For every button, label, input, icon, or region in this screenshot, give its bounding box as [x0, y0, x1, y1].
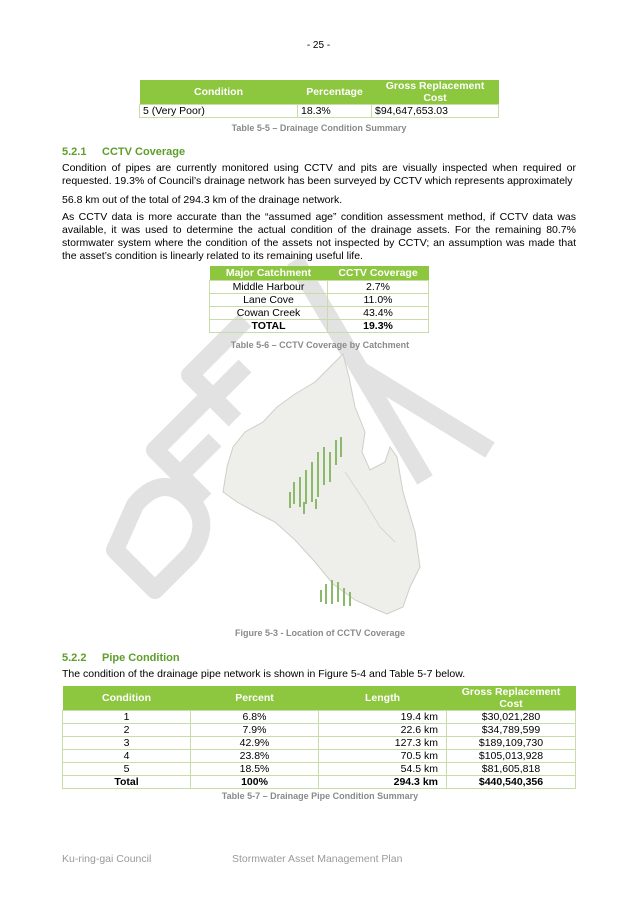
table-5-5	[139, 80, 499, 118]
table-header: Percentage	[298, 80, 372, 105]
section-title: Pipe Condition	[102, 652, 180, 664]
table-cell: 23.8%	[191, 750, 319, 763]
table-cell: 5	[63, 763, 191, 776]
table-row	[63, 763, 576, 776]
page-number: - 25 -	[306, 40, 331, 51]
table-cell: 19.3%	[328, 320, 429, 333]
table-cell: 54.5 km	[319, 763, 447, 776]
paragraph: As CCTV data is more accurate than the “assumed age” condition assessment method, if CCTV data was available, it was used to determine the actual condition of the drainage assets. For the remaining 80.7% stormwater system where the condition of the assets not inspected by CCTV; an assumption was made that the asset’s condition is linearly related to its remaining useful life.	[62, 211, 576, 262]
table-cell: $81,605,818	[447, 763, 576, 776]
table-header: Gross Replacement Cost	[447, 686, 576, 711]
table-cell: 11.0%	[328, 294, 429, 307]
table-header: Gross Replacement Cost	[372, 80, 499, 105]
paragraph: 56.8 km out of the total of 294.3 km of the drainage network.	[62, 194, 343, 206]
table-header: Condition	[63, 686, 191, 711]
table-cell: $105,013,928	[447, 750, 576, 763]
table-total-row	[63, 776, 576, 789]
table-cell: 2	[63, 724, 191, 737]
table-row	[63, 711, 576, 724]
table-cell: $34,789,599	[447, 724, 576, 737]
table-cell: 3	[63, 737, 191, 750]
table-cell: Cowan Creek	[210, 307, 328, 320]
table-cell: 1	[63, 711, 191, 724]
table-row	[63, 724, 576, 737]
table-cell: 70.5 km	[319, 750, 447, 763]
table-cell: $30,021,280	[447, 711, 576, 724]
table-caption: Table 5-7 – Drainage Pipe Condition Summary	[221, 791, 419, 801]
figure-caption: Figure 5-3 - Location of CCTV Coverage	[234, 628, 406, 638]
table-header: Length	[319, 686, 447, 711]
paragraph: Condition of pipes are currently monitored using CCTV and pits are visually inspected when required or requested. 19.3% of Council’s drainage network has been surveyed by CCTV which represents approximately	[62, 162, 576, 187]
section-number: 5.2.1	[62, 146, 87, 158]
table-cell: $189,109,730	[447, 737, 576, 750]
table-cell: 19.4 km	[319, 711, 447, 724]
table-row	[210, 307, 429, 320]
footer-organisation: Ku-ring-gai Council	[62, 853, 152, 865]
table-cell: 2.7%	[328, 281, 429, 294]
table-header: Condition	[140, 80, 298, 105]
catchment-boundary	[223, 354, 420, 614]
table-5-6	[209, 266, 429, 333]
table-cell: 294.3 km	[319, 776, 447, 789]
section-title: CCTV Coverage	[102, 146, 186, 158]
table-header: Percent	[191, 686, 319, 711]
table-row	[140, 105, 499, 118]
table-cell: 127.3 km	[319, 737, 447, 750]
table-cell: 42.9%	[191, 737, 319, 750]
table-cell: 22.6 km	[319, 724, 447, 737]
table-cell: 100%	[191, 776, 319, 789]
table-cell: TOTAL	[210, 320, 328, 333]
table-cell: Middle Harbour	[210, 281, 328, 294]
section-heading	[62, 146, 185, 158]
section-heading	[62, 652, 180, 664]
paragraph: The condition of the drainage pipe network is shown in Figure 5-4 and Table 5-7 below.	[62, 668, 466, 680]
table-row	[63, 737, 576, 750]
table-cell: 18.5%	[191, 763, 319, 776]
table-cell: Lane Cove	[210, 294, 328, 307]
footer-document-title: Stormwater Asset Management Plan	[232, 853, 403, 865]
table-cell: $94,647,653.03	[372, 105, 499, 118]
table-row	[210, 281, 429, 294]
table-5-7	[62, 686, 576, 789]
table-row	[63, 750, 576, 763]
table-cell: Total	[63, 776, 191, 789]
table-total-row	[210, 320, 429, 333]
table-caption: Table 5-6 – CCTV Coverage by Catchment	[230, 340, 410, 350]
table-cell: 43.4%	[328, 307, 429, 320]
table-cell: 4	[63, 750, 191, 763]
table-header: CCTV Coverage	[328, 266, 429, 281]
table-cell: 7.9%	[191, 724, 319, 737]
table-row	[210, 294, 429, 307]
table-header: Major Catchment	[210, 266, 328, 281]
table-cell: 18.3%	[298, 105, 372, 118]
table-cell: 6.8%	[191, 711, 319, 724]
cctv-coverage-map	[215, 352, 425, 622]
section-number: 5.2.2	[62, 652, 87, 664]
table-cell: $440,540,356	[447, 776, 576, 789]
table-caption: Table 5-5 – Drainage Condition Summary	[231, 123, 407, 133]
table-cell: 5 (Very Poor)	[140, 105, 298, 118]
